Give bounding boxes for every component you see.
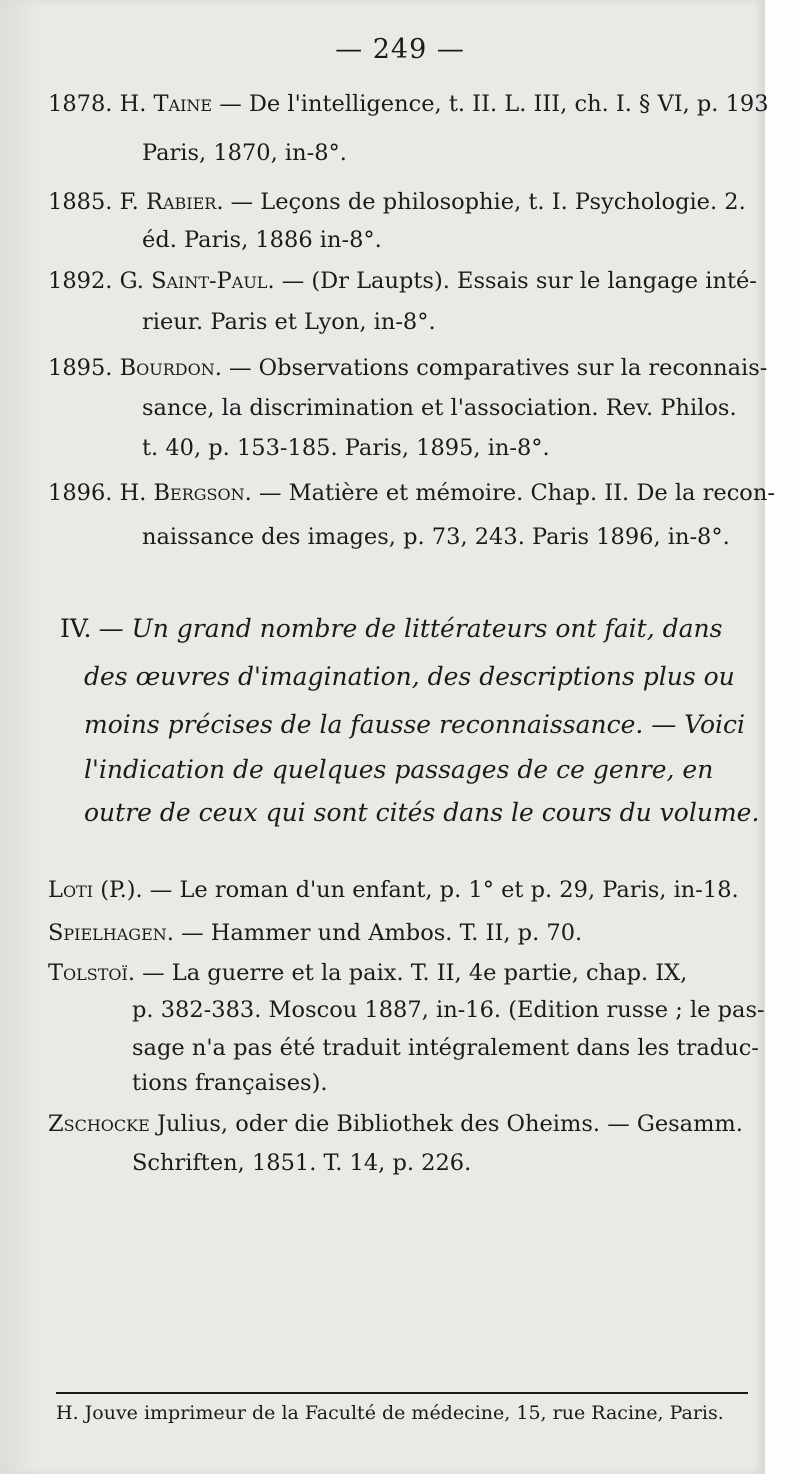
section-iv-line-1: IV. — Un grand nombre de littérateurs ont fait, dans [60, 614, 723, 643]
section-iv-line-3: moins précises de la fausse reconnaissance. — Voici [84, 710, 746, 739]
bib-entry-bergson-line-2: naissance des images, p. 73, 243. Paris 1896, in-8°. [142, 524, 730, 550]
bib-entry-bourdon-line-1: 1895. Bourdon. — Observations comparatives sur la reconnais- [48, 355, 768, 381]
footer-rule [56, 1392, 748, 1394]
author-name: Loti [48, 877, 94, 903]
bib-entry-bergson-line-1: 1896. H. Bergson. — Matière et mémoire. Chap. II. De la recon- [48, 480, 775, 506]
section-iv-line-4: l'indication de quelques passages de ce genre, en [84, 755, 714, 784]
bib-entry-saintpaul-line-2: rieur. Paris et Lyon, in-8°. [142, 309, 436, 335]
bib-entry-rabier-line-1: 1885. F. Rabier. — Leçons de philosophie, t. I. Psychologie. 2. [48, 189, 746, 215]
author-name: Bourdon [119, 355, 215, 381]
lit-ref-tolstoi-line-4: tions françaises). [132, 1070, 328, 1096]
bib-entry-taine-line-2: Paris, 1870, in-8°. [142, 140, 347, 166]
author-name: Bergson [153, 480, 245, 506]
bib-entry-taine-line-1: 1878. H. Taine — De l'intelligence, t. II. L. III, ch. I. § VI, p. 193 [48, 91, 769, 117]
bib-entry-bourdon-line-3: t. 40, p. 153-185. Paris, 1895, in-8°. [142, 435, 550, 461]
author-name: Tolstoï [48, 960, 128, 986]
author-name: Rabier [146, 189, 217, 215]
lit-ref-zschocke-line-2: Schriften, 1851. T. 14, p. 226. [132, 1150, 472, 1176]
author-name: Saint-Paul [151, 268, 268, 294]
lit-ref-tolstoi-line-2: p. 382-383. Moscou 1887, in-16. (Edition russe ; le pas- [132, 997, 765, 1023]
page-edge [765, 0, 800, 1474]
lit-ref-zschocke-line-1: Zschocke Julius, oder die Bibliothek des Oheims. — Gesamm. [48, 1111, 743, 1137]
lit-ref-tolstoi-line-1: Tolstoï. — La guerre et la paix. T. II, 4e partie, chap. IX, [48, 960, 688, 986]
bib-entry-bourdon-line-2: sance, la discrimination et l'association. Rev. Philos. [142, 395, 737, 421]
bib-entry-rabier-line-2: éd. Paris, 1886 in-8°. [142, 227, 382, 253]
page-gutter-shadow [0, 0, 40, 1474]
lit-ref-loti-line-1: Loti (P.). — Le roman d'un enfant, p. 1° et p. 29, Paris, in-18. [48, 877, 739, 903]
section-iv-line-2: des œuvres d'imagination, des descriptions plus ou [84, 662, 735, 691]
author-name: Taine [153, 91, 213, 117]
section-iv-line-5: outre de ceux qui sont cités dans le cours du volume. [84, 798, 760, 827]
lit-ref-spielhagen-line-1: Spielhagen. — Hammer und Ambos. T. II, p. 70. [48, 920, 583, 946]
section-numeral: IV. [60, 614, 92, 643]
printer-imprint: H. Jouve imprimeur de la Faculté de médecine, 15, rue Racine, Paris. [56, 1402, 724, 1424]
bib-entry-saintpaul-line-1: 1892. G. Saint-Paul. — (Dr Laupts). Essais sur le langage inté- [48, 268, 757, 294]
lit-ref-tolstoi-line-3: sage n'a pas été traduit intégralement dans les traduc- [132, 1035, 759, 1061]
author-name: Zschocke [48, 1111, 150, 1137]
page-number: — 249 — [335, 34, 465, 65]
author-name: Spielhagen [48, 920, 167, 946]
